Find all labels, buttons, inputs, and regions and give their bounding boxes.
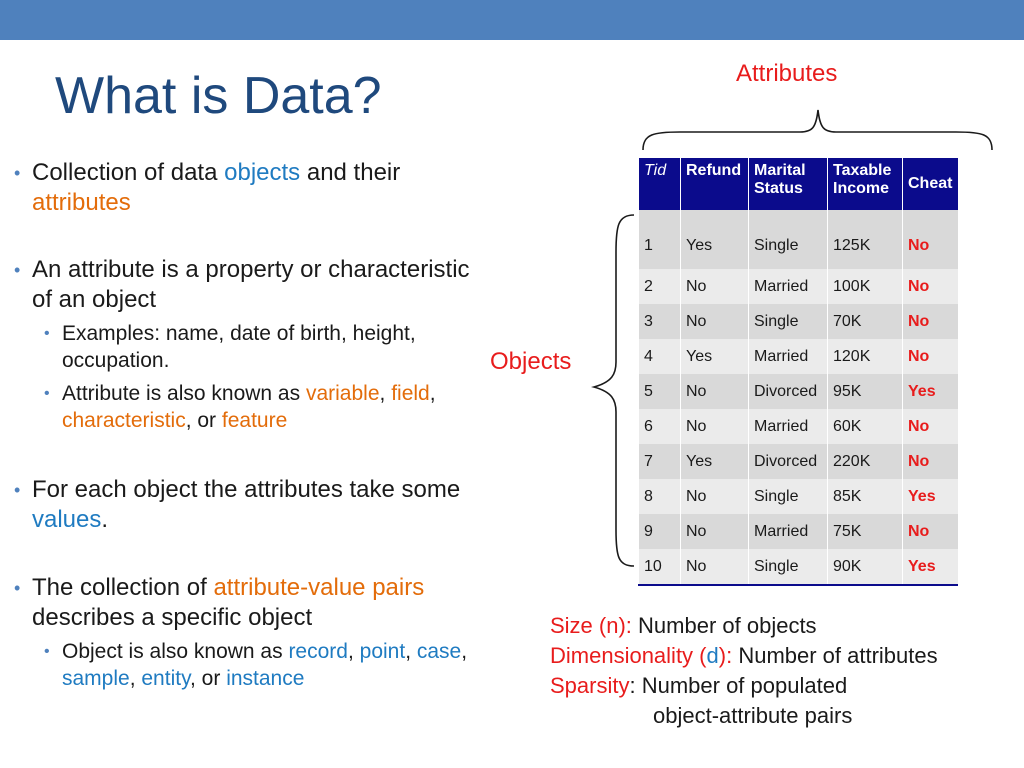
cell-cheat: Yes bbox=[903, 374, 958, 409]
table-row bbox=[639, 479, 958, 514]
header-taxable-income: Taxable Income bbox=[828, 158, 903, 210]
objects-brace bbox=[588, 212, 638, 572]
cell-marital: Single bbox=[749, 479, 828, 514]
cell-marital: Single bbox=[749, 549, 828, 585]
cell-tid: 8 bbox=[639, 479, 681, 514]
attributes-label: Attributes bbox=[736, 60, 838, 87]
cell-marital: Single bbox=[749, 210, 828, 269]
cell-tid: 5 bbox=[639, 374, 681, 409]
cell-marital: Single bbox=[749, 304, 828, 339]
top-banner bbox=[0, 0, 1024, 40]
bullet-attribute-definition: • An attribute is a property or characteristic of an object bbox=[14, 255, 484, 315]
cell-cheat: No bbox=[903, 210, 958, 269]
sub-bullet-examples: • Examples: name, date of birth, height, occupation. bbox=[14, 320, 484, 374]
cell-cheat: Yes bbox=[903, 479, 958, 514]
cell-refund: No bbox=[681, 374, 749, 409]
cell-tid: 6 bbox=[639, 409, 681, 444]
bullet-pairs: • The collection of attribute-value pairs describes a specific object bbox=[14, 573, 484, 633]
definition-size: Size (n): Number of objects bbox=[550, 613, 817, 638]
cell-refund: No bbox=[681, 514, 749, 549]
table-row bbox=[639, 549, 958, 585]
table-header-row bbox=[639, 158, 958, 210]
definition-sparsity-cont: object-attribute pairs bbox=[653, 703, 853, 728]
definition-sparsity: Sparsity: Number of populated bbox=[550, 673, 848, 698]
sub-bullet-object-aka: • Object is also known as record, point, case, sample, entity, or instance bbox=[14, 638, 484, 692]
attributes-brace bbox=[640, 104, 996, 154]
bullet-values: • For each object the attributes take some values. bbox=[14, 475, 484, 535]
cell-cheat: No bbox=[903, 339, 958, 374]
cell-marital: Married bbox=[749, 514, 828, 549]
cell-marital: Divorced bbox=[749, 444, 828, 479]
table-row bbox=[639, 374, 958, 409]
cell-refund: Yes bbox=[681, 210, 749, 269]
table-row bbox=[639, 444, 958, 479]
cell-cheat: Yes bbox=[903, 549, 958, 585]
cell-income: 90K bbox=[828, 549, 903, 585]
cell-refund: Yes bbox=[681, 444, 749, 479]
cell-income: 70K bbox=[828, 304, 903, 339]
cell-cheat: No bbox=[903, 444, 958, 479]
cell-income: 120K bbox=[828, 339, 903, 374]
cell-marital: Married bbox=[749, 409, 828, 444]
cell-cheat: No bbox=[903, 269, 958, 304]
cell-income: 100K bbox=[828, 269, 903, 304]
table-row bbox=[639, 339, 958, 374]
cell-income: 75K bbox=[828, 514, 903, 549]
table-row bbox=[639, 210, 958, 269]
definition-dimensionality: Dimensionality (d): Number of attributes bbox=[550, 643, 938, 668]
cell-cheat: No bbox=[903, 514, 958, 549]
cell-income: 125K bbox=[828, 210, 903, 269]
cell-refund: No bbox=[681, 409, 749, 444]
cell-refund: No bbox=[681, 549, 749, 585]
bullet-list bbox=[14, 158, 484, 692]
cell-tid: 10 bbox=[639, 549, 681, 585]
cell-refund: No bbox=[681, 479, 749, 514]
header-cheat: Cheat bbox=[903, 158, 958, 210]
cell-tid: 2 bbox=[639, 269, 681, 304]
table-row bbox=[639, 304, 958, 339]
objects-label: Objects bbox=[490, 348, 572, 375]
cell-income: 95K bbox=[828, 374, 903, 409]
cell-refund: Yes bbox=[681, 339, 749, 374]
header-marital-status: Marital Status bbox=[749, 158, 828, 210]
cell-income: 220K bbox=[828, 444, 903, 479]
table-row bbox=[639, 514, 958, 549]
sub-bullet-aka: • Attribute is also known as variable, field, characteristic, or feature bbox=[14, 380, 484, 434]
cell-tid: 7 bbox=[639, 444, 681, 479]
cell-marital: Divorced bbox=[749, 374, 828, 409]
cell-income: 85K bbox=[828, 479, 903, 514]
table-row bbox=[639, 269, 958, 304]
cell-refund: No bbox=[681, 304, 749, 339]
data-table bbox=[638, 158, 958, 586]
header-refund: Refund bbox=[681, 158, 749, 210]
cell-cheat: No bbox=[903, 409, 958, 444]
definitions-block bbox=[550, 611, 938, 731]
cell-tid: 3 bbox=[639, 304, 681, 339]
bullet-collection: • Collection of data objects and their attributes bbox=[14, 158, 484, 218]
cell-cheat: No bbox=[903, 304, 958, 339]
cell-marital: Married bbox=[749, 339, 828, 374]
header-tid: Tid bbox=[639, 158, 681, 210]
cell-marital: Married bbox=[749, 269, 828, 304]
cell-tid: 9 bbox=[639, 514, 681, 549]
cell-income: 60K bbox=[828, 409, 903, 444]
table-row bbox=[639, 409, 958, 444]
cell-tid: 4 bbox=[639, 339, 681, 374]
cell-tid: 1 bbox=[639, 210, 681, 269]
slide-title: What is Data? bbox=[55, 67, 382, 125]
cell-refund: No bbox=[681, 269, 749, 304]
